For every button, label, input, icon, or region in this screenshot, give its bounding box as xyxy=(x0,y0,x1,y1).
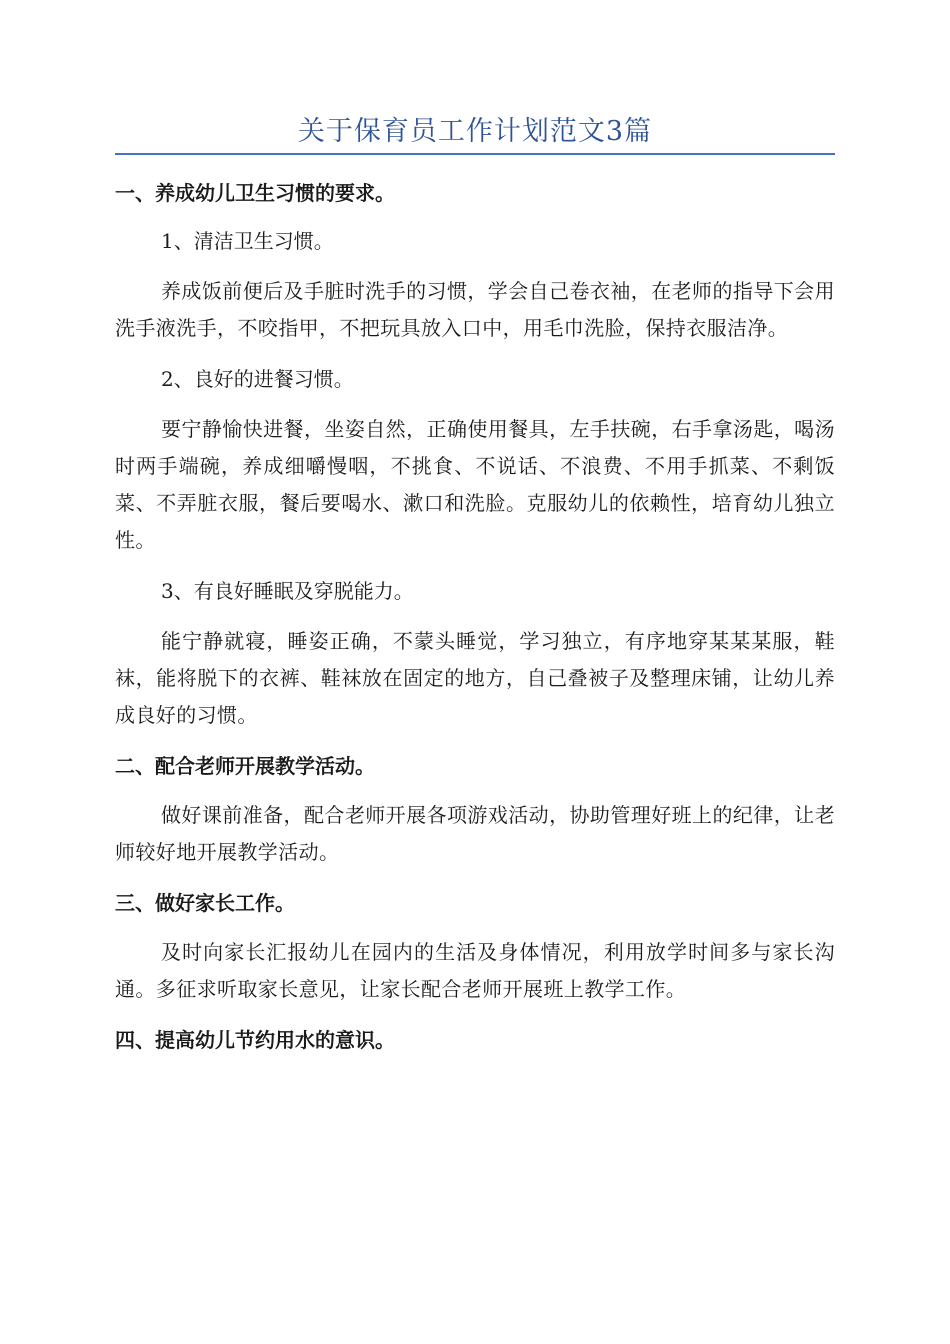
section-paragraph-3: 及时向家长汇报幼儿在园内的生活及身体情况，利用放学时间多与家长沟通。多征求听取家长意见，让家长配合老师开展班上教学工作。 xyxy=(115,940,835,1001)
document-body xyxy=(115,170,835,1071)
subsection-paragraph-2: 要宁静愉快进餐，坐姿自然，正确使用餐具，左手扶碗，右手拿汤匙，喝汤时两手端碗，养成细嚼慢咽，不挑食、不说话、不浪费、不用手抓菜、不剩饭菜、不弄脏衣服，餐后要喝水、漱口和洗脸。克服幼儿的依赖性，培育幼儿独立性。 xyxy=(115,417,835,552)
subsection-label-1: 1、清洁卫生习惯。 xyxy=(161,229,334,253)
section-paragraph-2: 做好课前准备，配合老师开展各项游戏活动，协助管理好班上的纪律，让老师较好地开展教学活动。 xyxy=(115,803,835,864)
section-heading-3: 三、做好家长工作。 xyxy=(115,891,295,915)
subsection-label-3: 3、有良好睡眠及穿脱能力。 xyxy=(161,579,414,603)
subsection-paragraph-1: 养成饭前便后及手脏时洗手的习惯，学会自己卷衣袖，在老师的指导下会用洗手液洗手，不咬指甲，不把玩具放入口中，用毛巾洗脸，保持衣服洁净。 xyxy=(115,279,835,340)
section-heading-2: 二、配合老师开展教学活动。 xyxy=(115,754,375,778)
subsection-label-2: 2、良好的进餐习惯。 xyxy=(161,367,354,391)
title-underline xyxy=(115,153,835,155)
document-title: 关于保育员工作计划范文3篇 xyxy=(297,116,653,147)
section-heading-4: 四、提高幼儿节约用水的意识。 xyxy=(115,1028,395,1052)
section-heading-1: 一、养成幼儿卫生习惯的要求。 xyxy=(115,181,395,205)
subsection-paragraph-3: 能宁静就寝，睡姿正确，不蒙头睡觉，学习独立，有序地穿某某某服，鞋袜，能将脱下的衣裤、鞋袜放在固定的地方，自己叠被子及整理床铺，让幼儿养成良好的习惯。 xyxy=(115,629,835,727)
